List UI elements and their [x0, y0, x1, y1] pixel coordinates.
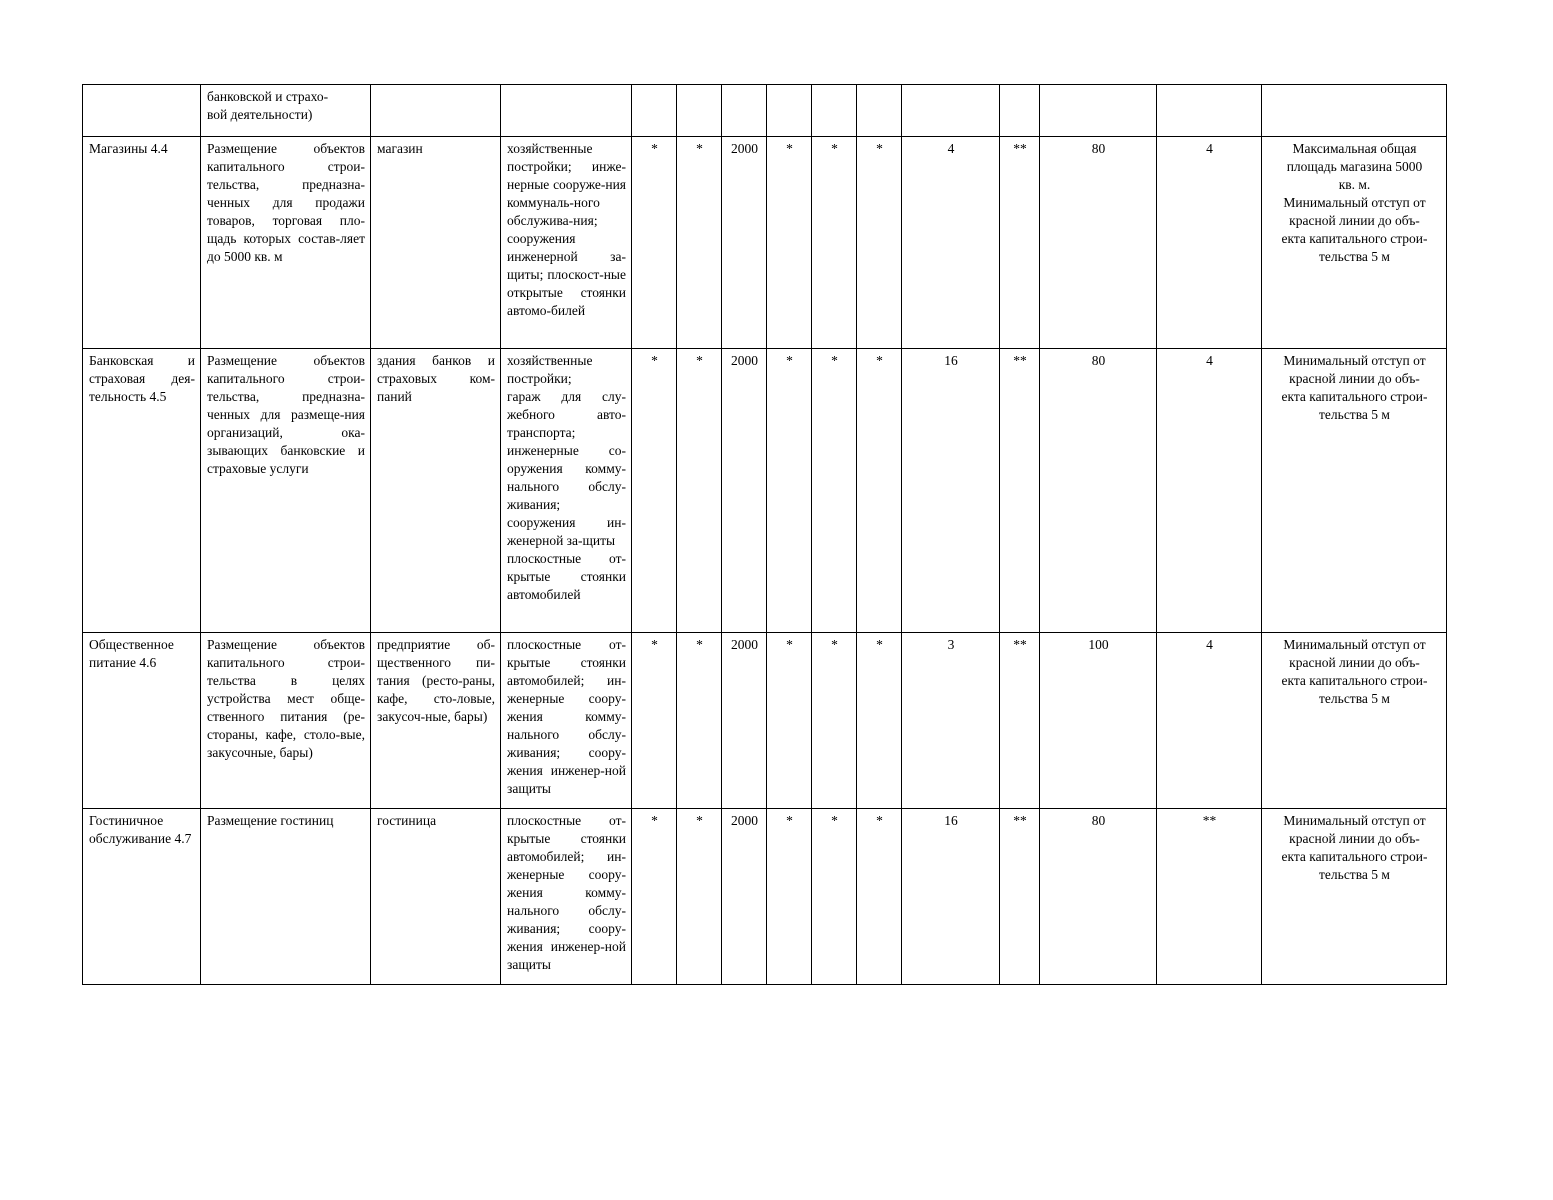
parameter-cell: 80 [1040, 809, 1157, 985]
parameter-cell [632, 85, 677, 137]
parameter-cell [677, 85, 722, 137]
note-cell: Максимальная общая площадь магазина 5000 кв. м. Минимальный отступ от красной линии до объ- екта капитального строи- тельства 5 м [1262, 137, 1447, 349]
use-name-cell: Гостиничное обслуживание 4.7 [83, 809, 201, 985]
parameter-cell: ** [1000, 349, 1040, 633]
parameter-cell: * [632, 137, 677, 349]
parameter-cell: * [767, 349, 812, 633]
parameter-cell: 2000 [722, 633, 767, 809]
auxiliary-use-cell [501, 85, 632, 137]
main-object-cell: гостиница [371, 809, 501, 985]
parameter-cell [1157, 85, 1262, 137]
parameter-cell: 16 [902, 809, 1000, 985]
note-cell: Минимальный отступ от красной линии до объ- екта капитального строи- тельства 5 м [1262, 633, 1447, 809]
parameter-cell: 2000 [722, 349, 767, 633]
parameter-cell: ** [1000, 809, 1040, 985]
parameter-cell: * [677, 809, 722, 985]
use-name-cell: Общественное питание 4.6 [83, 633, 201, 809]
parameter-cell [1040, 85, 1157, 137]
parameter-cell [1000, 85, 1040, 137]
parameter-cell: * [677, 137, 722, 349]
parameter-cell: * [857, 349, 902, 633]
main-object-cell: магазин [371, 137, 501, 349]
parameter-cell [902, 85, 1000, 137]
parameter-cell: * [812, 633, 857, 809]
note-cell: Минимальный отступ от красной линии до объ- екта капитального строи- тельства 5 м [1262, 349, 1447, 633]
parameter-cell [767, 85, 812, 137]
parameter-cell: * [632, 809, 677, 985]
parameter-cell: * [767, 809, 812, 985]
parameter-cell: ** [1000, 633, 1040, 809]
parameter-cell: ** [1000, 137, 1040, 349]
table-row [83, 633, 1447, 809]
auxiliary-use-cell: хозяйственные постройки; гараж для слу-жебного авто-транспорта; инженерные со-оружения комму-нального обслу-живания; сооружения ин-женерной за-щиты плоскостные от-крытые стоянки автомобилей [501, 349, 632, 633]
parameter-cell: 80 [1040, 137, 1157, 349]
parameter-cell: 2000 [722, 809, 767, 985]
parameter-cell: * [632, 633, 677, 809]
use-name-cell [83, 85, 201, 137]
parameter-cell: 100 [1040, 633, 1157, 809]
regulations-table [82, 84, 1447, 985]
parameter-cell: 80 [1040, 349, 1157, 633]
parameter-cell: * [767, 633, 812, 809]
use-name-cell: Магазины 4.4 [83, 137, 201, 349]
parameter-cell: 4 [1157, 349, 1262, 633]
table-row [83, 137, 1447, 349]
parameter-cell: * [677, 633, 722, 809]
note-cell [1262, 85, 1447, 137]
table-row [83, 85, 1447, 137]
use-description-cell: Размещение объектов капитального строи-тельства в целях устройства мест обще-ственного питания (ре-стораны, кафе, столо-вые, закусочные, бары) [201, 633, 371, 809]
parameter-cell: 2000 [722, 137, 767, 349]
parameter-cell: * [632, 349, 677, 633]
parameter-cell: 4 [1157, 633, 1262, 809]
table-row [83, 809, 1447, 985]
parameter-cell: ** [1157, 809, 1262, 985]
parameter-cell: 3 [902, 633, 1000, 809]
note-cell: Минимальный отступ от красной линии до объ- екта капитального строи- тельства 5 м [1262, 809, 1447, 985]
parameter-cell: 4 [1157, 137, 1262, 349]
main-object-cell: предприятие об-щественного пи-тания (ресто-раны, кафе, сто-ловые, закусоч-ные, бары) [371, 633, 501, 809]
parameter-cell: * [677, 349, 722, 633]
auxiliary-use-cell: плоскостные от-крытые стоянки автомобилей; ин-женерные соору-жения комму-нального обслу-живания; соору-жения инженер-ной защиты [501, 633, 632, 809]
parameter-cell: * [812, 349, 857, 633]
parameter-cell: * [767, 137, 812, 349]
parameter-cell [722, 85, 767, 137]
table-body [83, 85, 1447, 985]
use-description-cell: Размещение объектов капитального строи-тельства, предназна-ченных для размеще-ния организаций, ока-зывающих банковские и страховые услуги [201, 349, 371, 633]
parameter-cell: * [857, 633, 902, 809]
use-description-cell: банковской и страхо- вой деятельности) [201, 85, 371, 137]
parameter-cell: 4 [902, 137, 1000, 349]
parameter-cell: * [812, 137, 857, 349]
parameter-cell [812, 85, 857, 137]
auxiliary-use-cell: плоскостные от-крытые стоянки автомобилей; ин-женерные соору-жения комму-нального обслу-живания; соору-жения инженер-ной защиты [501, 809, 632, 985]
auxiliary-use-cell: хозяйственные постройки; инже-нерные сооруже-ния коммуналь-ного обслужива-ния; сооружения инженерной за-щиты; плоскост-ные открытые стоянки автомо-билей [501, 137, 632, 349]
use-description-cell: Размещение объектов капитального строи-тельства, предназна-ченных для продажи товаров, торговая пло-щадь которых состав-ляет до 5000 кв. м [201, 137, 371, 349]
main-object-cell: здания банков и страховых ком-паний [371, 349, 501, 633]
table-row [83, 349, 1447, 633]
use-description-cell: Размещение гостиниц [201, 809, 371, 985]
parameter-cell: * [812, 809, 857, 985]
parameter-cell: * [857, 137, 902, 349]
document-page [82, 84, 1446, 985]
parameter-cell: 16 [902, 349, 1000, 633]
main-object-cell [371, 85, 501, 137]
parameter-cell: * [857, 809, 902, 985]
use-name-cell: Банковская и страховая дея-тельность 4.5 [83, 349, 201, 633]
parameter-cell [857, 85, 902, 137]
